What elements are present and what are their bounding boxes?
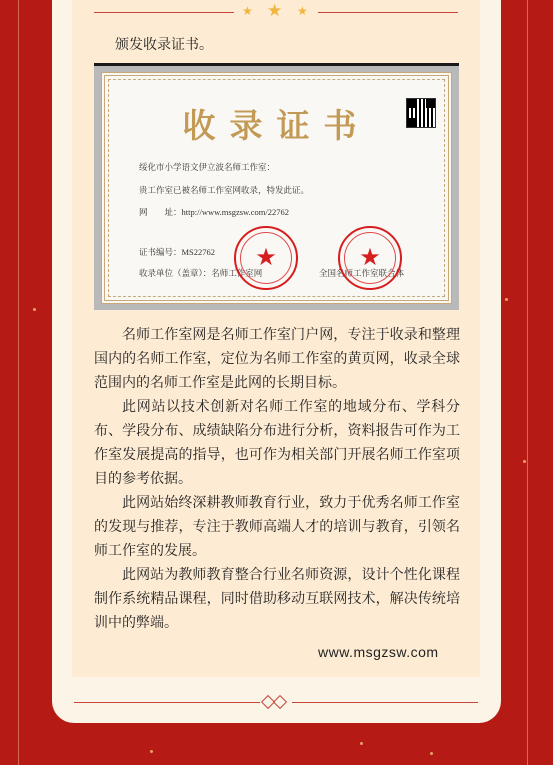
sparkle-dot [33,308,36,311]
certificate [94,63,459,310]
body-text [94,322,460,634]
sparkle-dot [430,752,433,755]
certificate-inner [101,72,452,304]
website-url: www.msgzsw.com [318,644,439,660]
star-icon: ★ [242,4,253,18]
certificate-url-row [139,206,289,218]
footer-rule-right [292,702,478,703]
body-paragraph: 此网站以技术创新对名师工作室的地域分布、学科分布、学段分布、成绩缺陷分布进行分析，资料报告可作为工作室发展提高的指导，也可作为相关部门开展名师工作室项目的参考依据。 [94,398,460,486]
certificate-recipient: 绥化市小学语文伊立波名师工作室： [139,162,276,172]
body-paragraph: 名师工作室网是名师工作室门户网，专注于收录和整理国内的名师工作室，定位为名师工作室的黄页网，收录全球范围内的名师工作室是此网的长期目标。 [94,326,460,390]
sparkle-dot [505,298,508,301]
sparkle-dot [150,750,153,753]
qr-code-icon [406,98,436,128]
left-edge-line [18,0,19,765]
certificate-issuer-2: 全国名师工作室联合体 [319,268,405,278]
certificate-notice: 贵工作室已被名师工作室网收录，特发此证。 [139,185,310,195]
certificate-issuer: 收录单位（盖章）：名师工作室网 [139,268,263,278]
intro-text: 颁发收录证书。 [115,36,213,52]
seal-star-icon: ★ [255,244,277,271]
official-seal-right [338,226,402,290]
star-icon: ★ [267,1,283,20]
certificate-number: 证书编号：MS22762 [139,247,216,257]
certificate-title: 收录证书 [182,109,371,145]
footer-rule-left [74,702,260,703]
certificate-url-label: 网 址： [139,207,182,217]
header-rule-left [94,12,234,13]
body-paragraph: 此网站始终深耕教师教育行业，致力于优秀名师工作室的发现与推荐，专注于教师高端人才的培训与教育，引领名师工作室的发展。 [94,494,460,558]
star-icon: ★ [297,4,308,18]
seal-star-icon: ★ [359,244,381,271]
sparkle-dot [360,742,363,745]
body-paragraph: 此网站为教师教育整合行业名师资源，设计个性化课程制作系统精品课程，同时借助移动互联网技术，解决传统培训中的弊端。 [94,566,460,630]
official-seal-left [234,226,298,290]
header-rule-right [318,12,458,13]
sparkle-dot [523,460,526,463]
certificate-url-value: http://www.msgzsw.com/22762 [181,207,290,217]
right-edge-line [527,0,528,765]
